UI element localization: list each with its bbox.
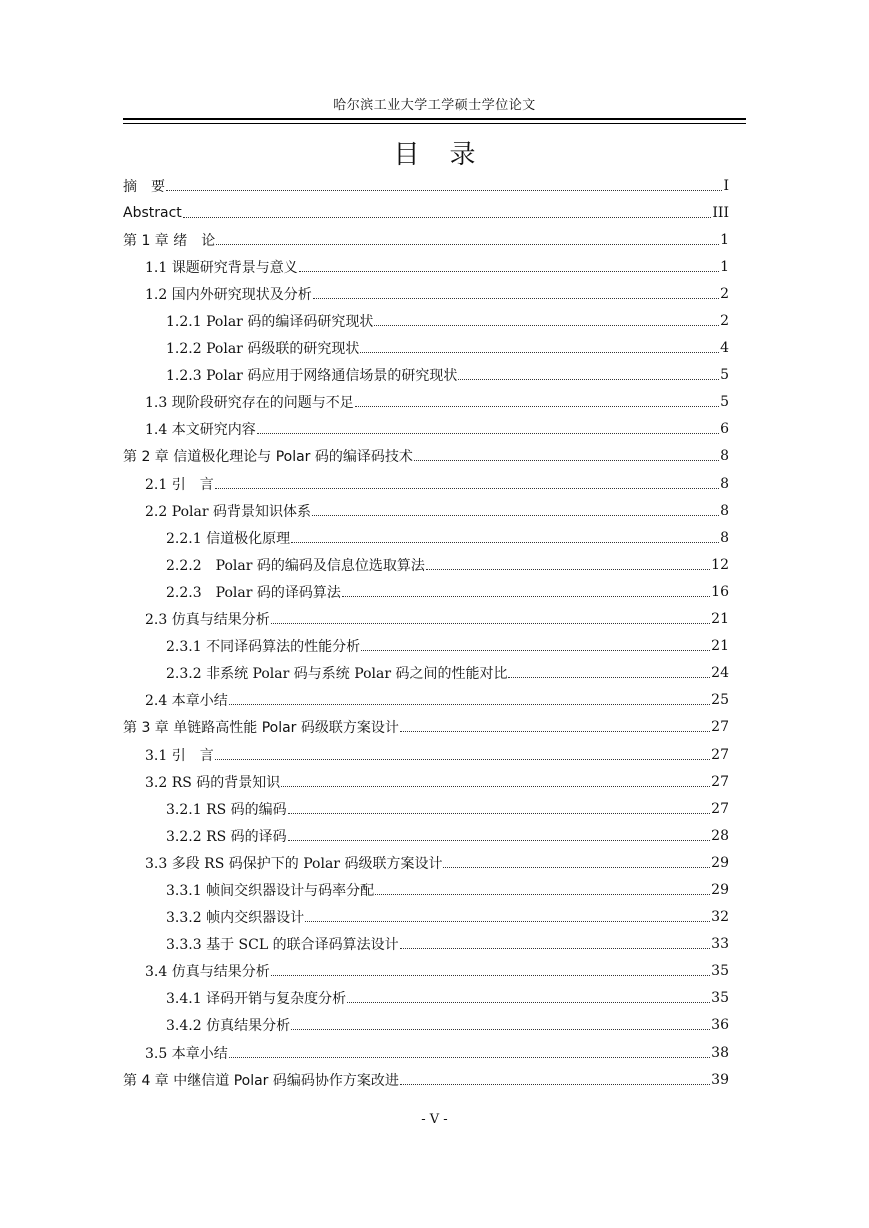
toc-entry[interactable] xyxy=(123,335,729,362)
toc-leader-dots xyxy=(355,405,719,407)
toc-entry[interactable] xyxy=(123,524,729,551)
toc-entry-page: 28 xyxy=(711,827,729,844)
toc-entry-page: 5 xyxy=(720,367,729,384)
toc-entry-title: 2.3.1 不同译码算法的性能分析 xyxy=(166,639,361,656)
toc-entry[interactable] xyxy=(123,578,729,605)
toc-entry[interactable] xyxy=(123,362,729,389)
page-number: - V - xyxy=(421,1112,448,1127)
toc-leader-dots xyxy=(305,920,710,922)
toc-entry-page: 12 xyxy=(711,556,729,573)
toc-entry-page: 39 xyxy=(711,1071,729,1088)
toc-entry-title: 1.2.1 Polar 码的编译码研究现状 xyxy=(166,314,374,331)
toc-entry-page: 35 xyxy=(711,963,729,980)
header-rule-thick xyxy=(123,118,746,120)
toc-entry-page: 8 xyxy=(720,529,729,546)
toc-leader-dots xyxy=(183,216,712,218)
toc-entry-title: 3.3.3 基于 SCL 的联合译码算法设计 xyxy=(166,937,399,954)
toc-entry-title: 1.4 本文研究内容 xyxy=(145,422,256,439)
toc-entry[interactable] xyxy=(123,931,729,958)
toc-entry-title: 1.3 现阶段研究存在的问题与不足 xyxy=(145,395,354,412)
toc-entry-page: 21 xyxy=(711,611,729,628)
toc-entry[interactable] xyxy=(123,172,729,199)
toc-leader-dots xyxy=(426,568,710,570)
toc-entry-page: 27 xyxy=(711,746,729,763)
running-header: 哈尔滨工业大学工学硕士学位论文 xyxy=(333,98,536,113)
toc-entry-title: 3.4.2 仿真结果分析 xyxy=(166,1018,291,1035)
toc-entry[interactable] xyxy=(123,660,729,687)
toc-entry[interactable] xyxy=(123,280,729,307)
toc-entry-title: 1.2 国内外研究现状及分析 xyxy=(145,286,312,303)
toc-entry-title: 3.3.2 帧内交织器设计 xyxy=(166,910,305,927)
toc-leader-dots xyxy=(271,622,710,624)
toc-leader-dots xyxy=(361,649,710,651)
toc-entry-page: 5 xyxy=(720,394,729,411)
toc-entry-title: 3.3 多段 RS 码保护下的 Polar 码级联方案设计 xyxy=(145,855,443,872)
toc-entry-page: 6 xyxy=(720,421,729,438)
toc-entry[interactable] xyxy=(123,822,729,849)
header-rule-thin xyxy=(123,123,746,124)
toc-leader-dots xyxy=(229,703,710,705)
toc-entry-title: 1.1 课题研究背景与意义 xyxy=(145,259,298,276)
toc-entry-page: 2 xyxy=(720,285,729,302)
toc-entry-title: 3.2.1 RS 码的编码 xyxy=(166,801,287,818)
toc-entry-page: 27 xyxy=(711,719,729,736)
toc-entry-title: 3.3.1 帧间交织器设计与码率分配 xyxy=(166,882,375,899)
toc-entry[interactable] xyxy=(123,714,729,741)
toc-leader-dots xyxy=(313,297,719,299)
toc-entry-page: 35 xyxy=(711,990,729,1007)
toc-entry-title: 1.2.2 Polar 码级联的研究现状 xyxy=(166,341,360,358)
toc-entry-title: 2.4 本章小结 xyxy=(145,693,228,710)
toc-entry-page: III xyxy=(712,204,729,221)
toc-leader-dots xyxy=(215,758,710,760)
toc-leader-dots xyxy=(166,189,722,191)
toc-entry[interactable] xyxy=(123,307,729,334)
toc-entry[interactable] xyxy=(123,551,729,578)
toc-entry-title: 3.2 RS 码的背景知识 xyxy=(145,774,281,791)
toc-leader-dots xyxy=(291,1028,710,1030)
toc-entry[interactable] xyxy=(123,958,729,985)
toc-leader-dots xyxy=(360,351,719,353)
toc-entry-page: 8 xyxy=(720,502,729,519)
toc-leader-dots xyxy=(400,730,710,732)
toc-entry-page: 2 xyxy=(720,313,729,330)
toc-entry[interactable] xyxy=(123,497,729,524)
toc-entry[interactable] xyxy=(123,1066,729,1093)
toc-leader-dots xyxy=(291,541,719,543)
toc-entry[interactable] xyxy=(123,768,729,795)
toc-entry-title: 2.2.1 信道极化原理 xyxy=(166,530,291,547)
toc-entry[interactable] xyxy=(123,1039,729,1066)
toc-entry-page: 1 xyxy=(720,231,729,248)
toc-leader-dots xyxy=(508,676,710,678)
toc-entry[interactable] xyxy=(123,443,729,470)
toc-entry-page: 29 xyxy=(711,854,729,871)
toc-entry-title: 2.1 引 言 xyxy=(145,476,214,493)
toc-entry-page: 36 xyxy=(711,1017,729,1034)
toc-entry-title: 1.2.3 Polar 码应用于网络通信场景的研究现状 xyxy=(166,368,458,385)
toc-entry[interactable] xyxy=(123,606,729,633)
toc-leader-dots xyxy=(271,974,710,976)
toc-entry[interactable] xyxy=(123,633,729,660)
toc-entry[interactable] xyxy=(123,226,729,253)
toc-leader-dots xyxy=(215,487,719,489)
toc-entry-title: 摘 要 xyxy=(123,178,165,195)
toc-leader-dots xyxy=(374,324,719,326)
table-of-contents xyxy=(123,172,729,1093)
toc-entry-title: 3.5 本章小结 xyxy=(145,1045,228,1062)
toc-leader-dots xyxy=(312,514,719,516)
toc-entry-page: 27 xyxy=(711,773,729,790)
toc-entry-title: 2.2.3 Polar 码的译码算法 xyxy=(166,584,341,601)
toc-entry-page: 8 xyxy=(720,448,729,465)
toc-leader-dots xyxy=(299,270,719,272)
toc-entry[interactable] xyxy=(123,389,729,416)
toc-entry[interactable] xyxy=(123,1012,729,1039)
toc-entry[interactable] xyxy=(123,253,729,280)
page-title: 目录 xyxy=(393,140,506,170)
toc-leader-dots xyxy=(400,1083,710,1085)
toc-leader-dots xyxy=(414,459,719,461)
toc-entry-page: 25 xyxy=(711,692,729,709)
toc-entry[interactable] xyxy=(123,904,729,931)
toc-leader-dots xyxy=(229,1056,710,1058)
toc-entry-title: 3.4.1 译码开销与复杂度分析 xyxy=(166,991,347,1008)
toc-entry-title: 第 4 章 中继信道 Polar 码编码协作方案改进 xyxy=(123,1072,399,1089)
toc-leader-dots xyxy=(443,866,710,868)
toc-entry-page: 38 xyxy=(711,1044,729,1061)
toc-entry-page: 21 xyxy=(711,638,729,655)
toc-entry-title: 2.2 Polar 码背景知识体系 xyxy=(145,503,311,520)
toc-entry-title: 3.4 仿真与结果分析 xyxy=(145,964,270,981)
toc-entry-page: 16 xyxy=(711,583,729,600)
toc-leader-dots xyxy=(281,785,710,787)
toc-entry-page: 29 xyxy=(711,881,729,898)
toc-leader-dots xyxy=(458,378,719,380)
toc-leader-dots xyxy=(347,1001,710,1003)
toc-entry[interactable] xyxy=(123,795,729,822)
toc-entry-page: I xyxy=(723,177,729,194)
toc-leader-dots xyxy=(288,812,711,814)
toc-leader-dots xyxy=(257,432,719,434)
toc-leader-dots xyxy=(342,595,710,597)
toc-leader-dots xyxy=(288,839,711,841)
toc-entry-title: Abstract xyxy=(123,204,182,221)
toc-entry[interactable] xyxy=(123,470,729,497)
toc-entry-page: 1 xyxy=(720,258,729,275)
toc-leader-dots xyxy=(216,243,719,245)
toc-entry[interactable] xyxy=(123,849,729,876)
toc-entry-title: 第 2 章 信道极化理论与 Polar 码的编译码技术 xyxy=(123,449,413,466)
toc-entry-title: 2.3 仿真与结果分析 xyxy=(145,612,270,629)
toc-entry-page: 8 xyxy=(720,475,729,492)
toc-leader-dots xyxy=(375,893,710,895)
toc-entry-title: 3.1 引 言 xyxy=(145,747,214,764)
toc-entry[interactable] xyxy=(123,876,729,903)
toc-entry-page: 27 xyxy=(711,800,729,817)
toc-entry[interactable] xyxy=(123,687,729,714)
toc-leader-dots xyxy=(400,947,711,949)
toc-entry-title: 3.2.2 RS 码的译码 xyxy=(166,828,287,845)
toc-entry-page: 4 xyxy=(720,340,729,357)
toc-entry[interactable] xyxy=(123,416,729,443)
toc-entry-title: 第 3 章 单链路高性能 Polar 码级联方案设计 xyxy=(123,720,399,737)
toc-entry-page: 24 xyxy=(711,665,729,682)
toc-entry-page: 33 xyxy=(711,936,729,953)
toc-entry-page: 32 xyxy=(711,909,729,926)
toc-entry[interactable] xyxy=(123,199,729,226)
toc-entry-title: 2.2.2 Polar 码的编码及信息位选取算法 xyxy=(166,557,425,574)
toc-entry[interactable] xyxy=(123,985,729,1012)
toc-entry-title: 2.3.2 非系统 Polar 码与系统 Polar 码之间的性能对比 xyxy=(166,666,508,683)
toc-entry-title: 第 1 章 绪 论 xyxy=(123,232,216,249)
toc-entry[interactable] xyxy=(123,741,729,768)
